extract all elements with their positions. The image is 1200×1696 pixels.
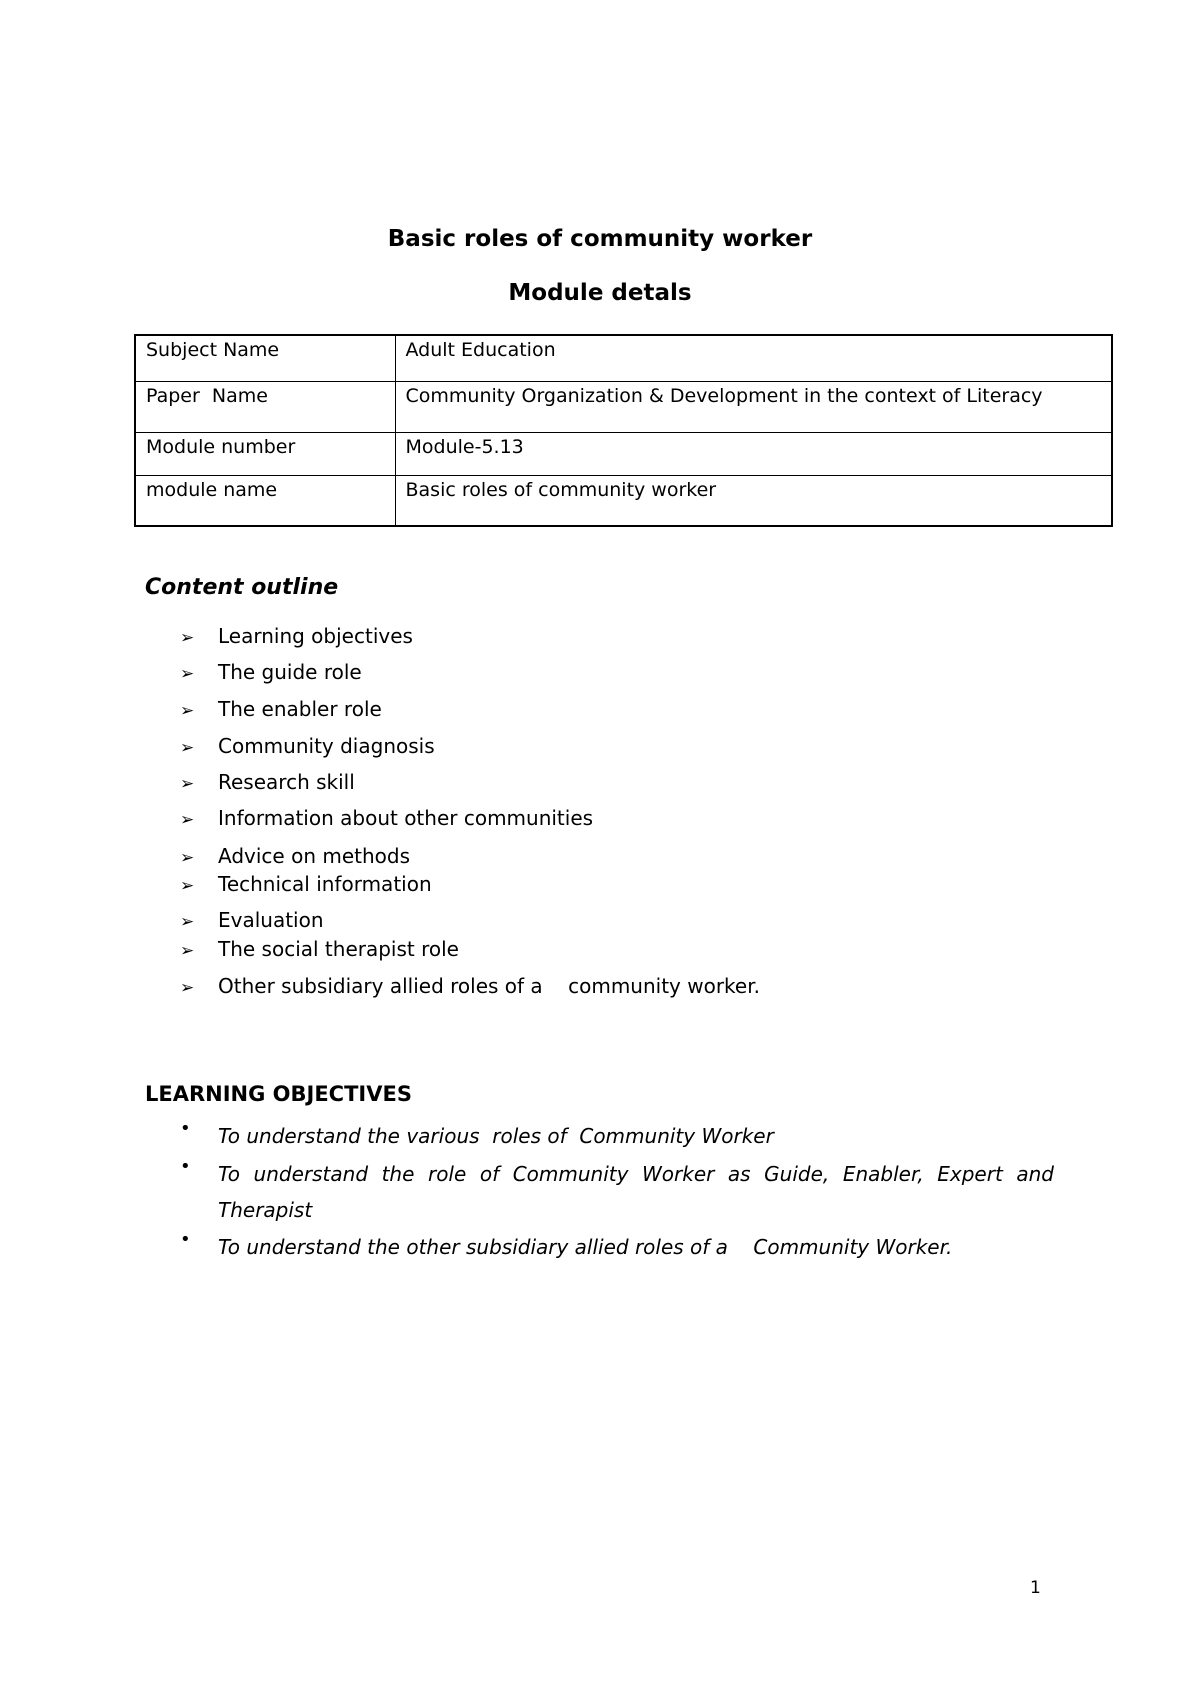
list-item: ➢ Learning objectives xyxy=(180,624,413,648)
arrowhead-bullet-icon: ➢ xyxy=(180,701,195,721)
table-row xyxy=(135,335,1112,381)
row-value: Basic roles of community worker xyxy=(395,475,1112,526)
module-details-table xyxy=(134,334,1113,527)
list-item: ➢ Community diagnosis xyxy=(180,734,435,758)
arrowhead-bullet-icon: ➢ xyxy=(180,978,195,998)
list-item: ➢ The enabler role xyxy=(180,697,382,721)
row-value: Module-5.13 xyxy=(395,432,1112,475)
module-details-heading: Module detals xyxy=(508,280,692,306)
list-item: ➢ Research skill xyxy=(180,770,355,794)
arrowhead-bullet-icon: ➢ xyxy=(180,664,195,684)
arrowhead-bullet-icon: ➢ xyxy=(180,876,195,896)
document-title: Basic roles of community worker xyxy=(387,226,813,252)
content-outline-heading: Content outline xyxy=(145,575,339,600)
arrowhead-bullet-icon: ➢ xyxy=(180,941,195,961)
list-item: ➢ Evaluation xyxy=(180,908,324,932)
list-item: ➢ The guide role xyxy=(180,660,362,684)
row-label: Paper Name xyxy=(135,381,395,432)
learning-objectives-heading: LEARNING OBJECTIVES xyxy=(145,1082,412,1106)
arrowhead-bullet-icon: ➢ xyxy=(180,912,195,932)
list-item: ➢ Advice on methods xyxy=(180,844,411,868)
arrowhead-bullet-icon: ➢ xyxy=(180,848,195,868)
row-label: module name xyxy=(135,475,395,526)
table-row xyxy=(135,475,1112,526)
arrowhead-bullet-icon: ➢ xyxy=(180,628,195,648)
row-value: Adult Education xyxy=(395,335,1112,381)
row-value: Community Organization & Development in the context of Literacy xyxy=(395,381,1112,432)
page-number: 1 xyxy=(1030,1578,1041,1598)
table-row xyxy=(135,432,1112,475)
dot-bullet-icon: • xyxy=(180,1229,191,1250)
list-item: ➢ Information about other communities xyxy=(180,806,594,830)
dot-bullet-icon: • xyxy=(180,1156,191,1177)
list-item: ➢ Technical information xyxy=(180,872,432,896)
row-label: Subject Name xyxy=(135,335,395,381)
arrowhead-bullet-icon: ➢ xyxy=(180,810,195,830)
row-label: Module number xyxy=(135,432,395,475)
arrowhead-bullet-icon: ➢ xyxy=(180,774,195,794)
dot-bullet-icon: • xyxy=(180,1118,191,1139)
document-page: Basic roles of community worker Module detals Subject Name Adult Education Paper Name Community Organization & Development in the context of Literacy Module number Module-5.13 module name Basic roles of community worker Content outline ➢ Learning objectives ➢ The guide role ➢ The enabler role ➢ Community diagnosis ➢ Research skill ➢ Information about other communities ➢ Advice on methods ➢ Technical information ➢ Evaluation ➢ The social therapist role ➢ Other subsidiary allied roles of a community worker. LEARNING OBJECTIVES • To understand the various roles of Community Worker • To understand the role of Community Worker as Guide, Enabler, Expert and Therapist • To understand the other subsidiary allied roles of a Community Worker. 1 xyxy=(0,0,1200,1696)
arrowhead-bullet-icon: ➢ xyxy=(180,738,195,758)
list-item: ➢ Other subsidiary allied roles of a community worker. xyxy=(180,974,760,998)
list-item: ➢ The social therapist role xyxy=(180,937,459,961)
table-row xyxy=(135,381,1112,432)
